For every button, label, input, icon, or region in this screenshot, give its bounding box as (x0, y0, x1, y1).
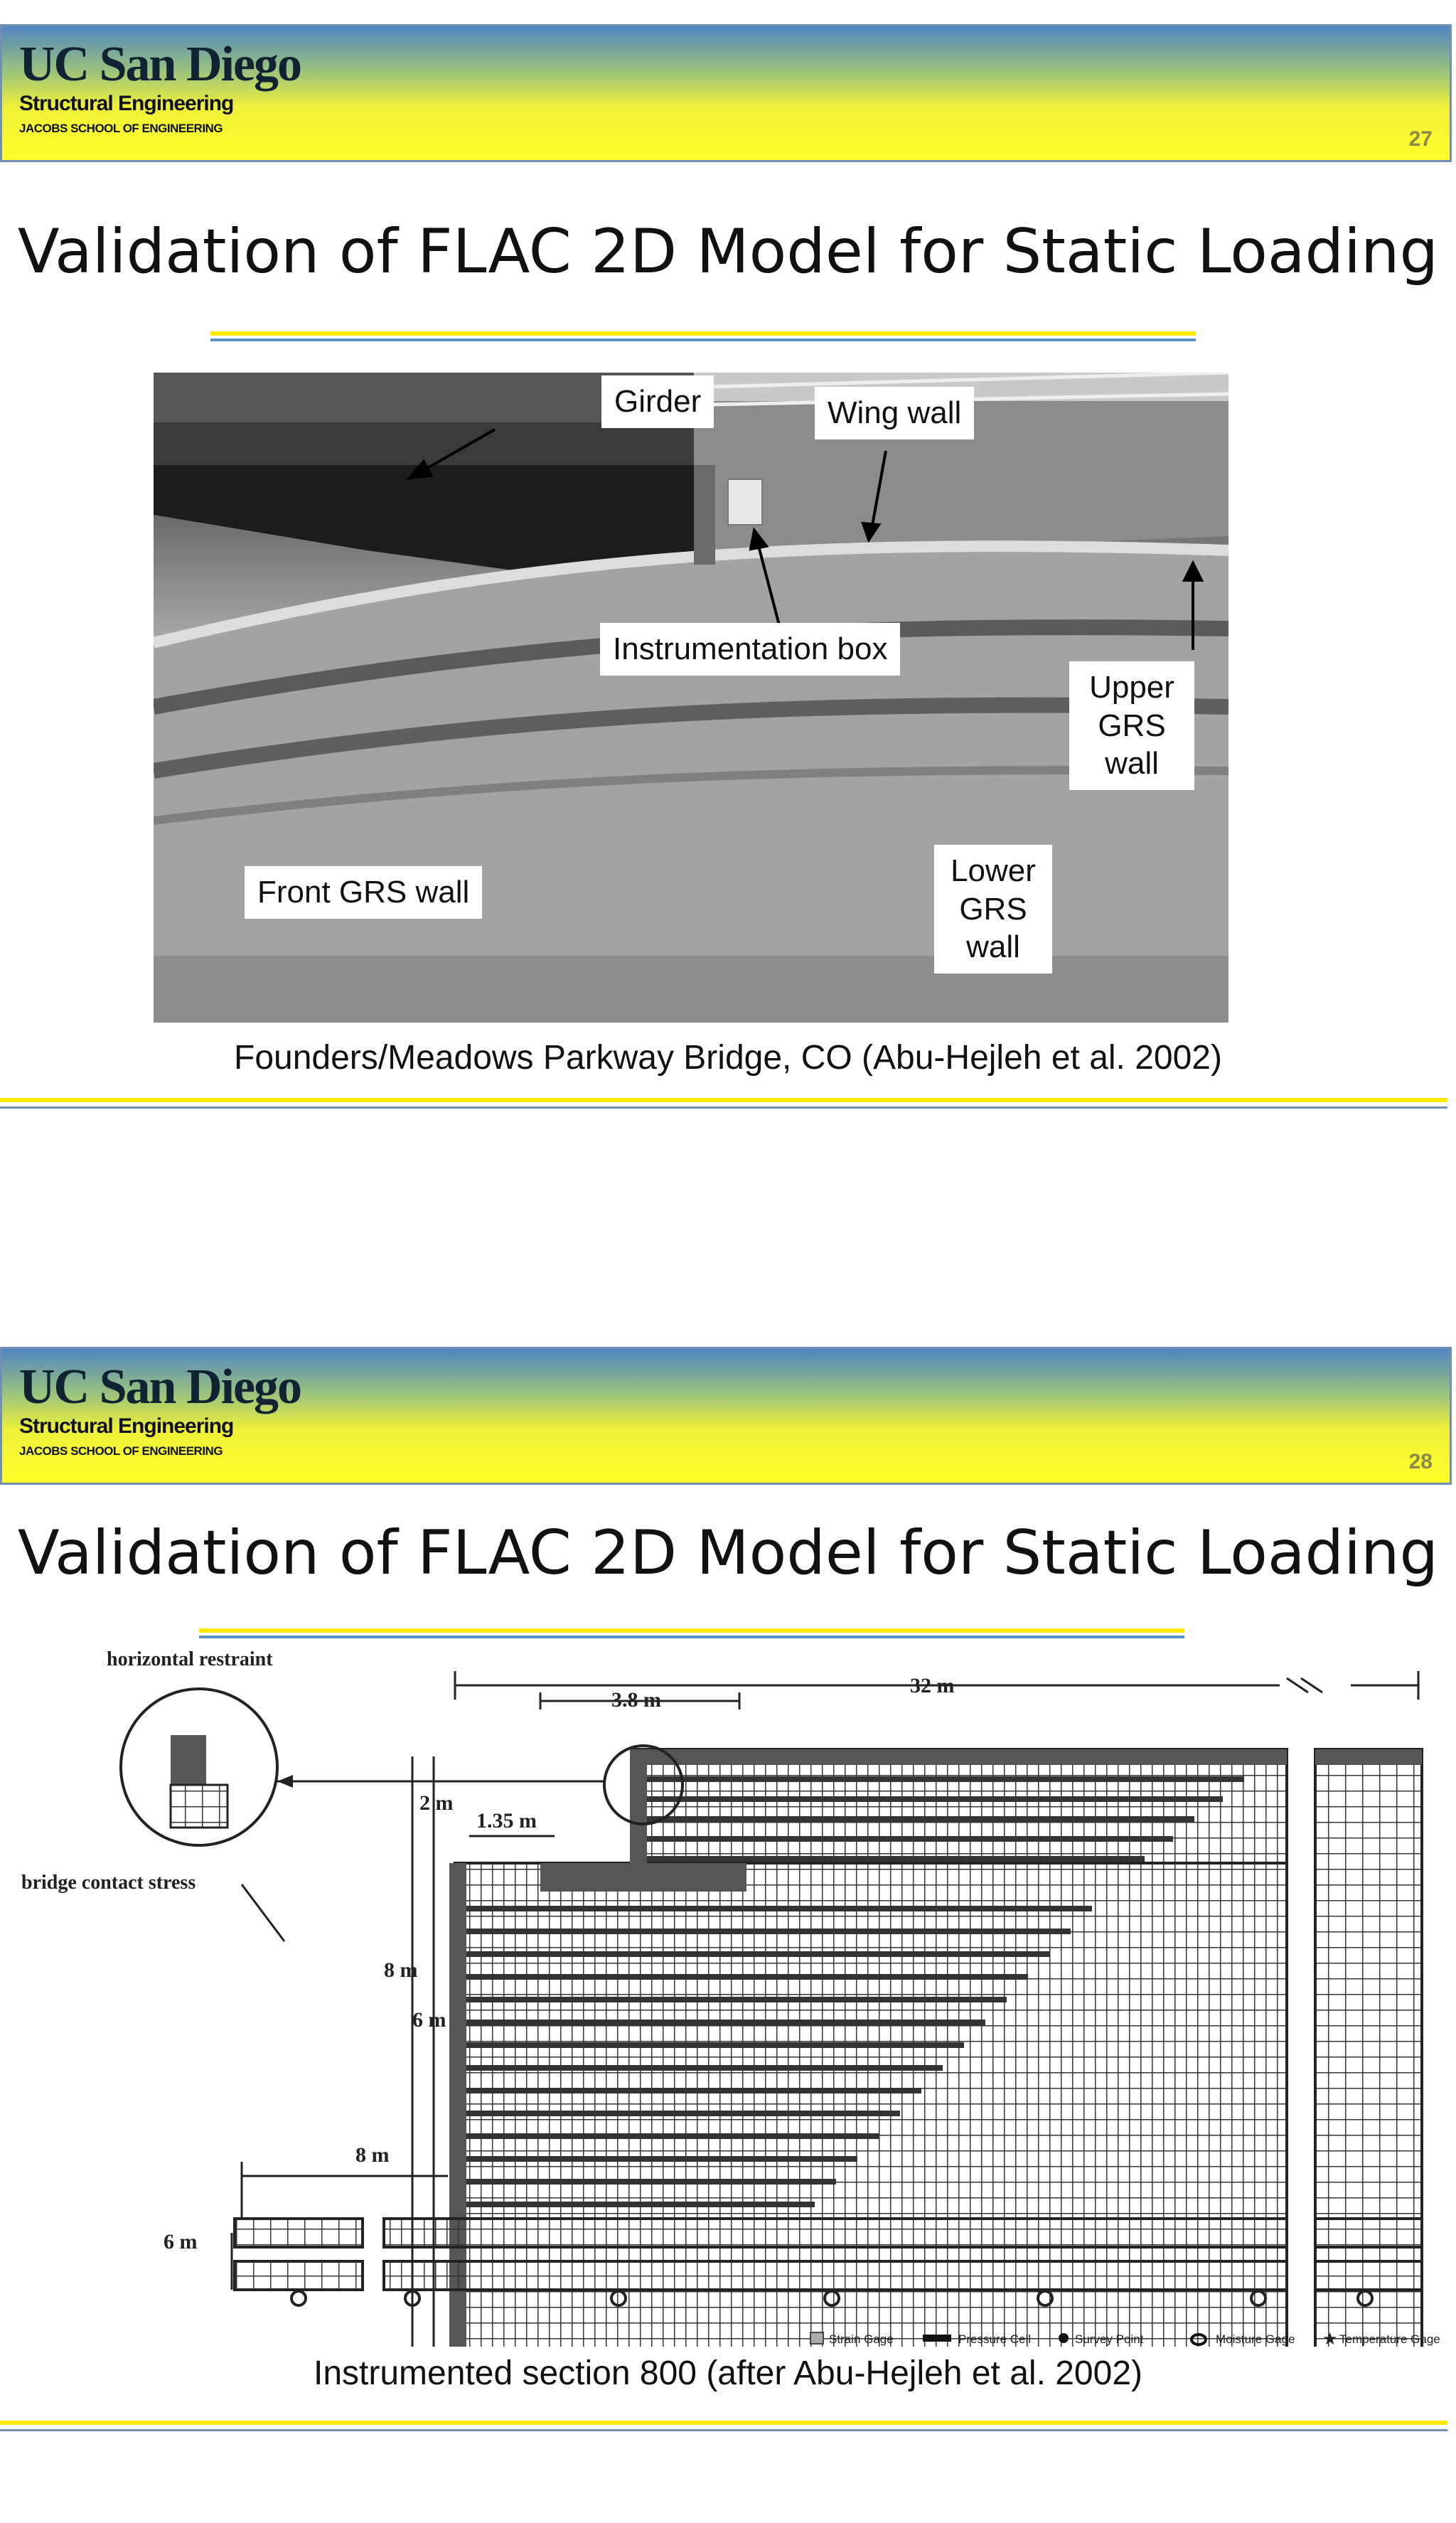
title-underline-blue (210, 338, 1196, 341)
slide-header (0, 24, 1452, 162)
slide-title: Validation of FLAC 2D Model for Static Loading (17, 1517, 1439, 1589)
title-underline-yellow (210, 331, 1196, 336)
ucsd-logo: UC San Diego (19, 1360, 301, 1414)
dim-6m-vertical: 6 m (412, 2008, 446, 2032)
title-underline-blue (199, 1636, 1184, 1638)
dim-2m: 2 m (419, 1791, 454, 1815)
school-name: JACOBS SCHOOL OF ENGINEERING (19, 122, 223, 135)
label-lower-grs-wall: Lower GRS wall (934, 845, 1052, 974)
slide-header (0, 1347, 1452, 1485)
label-upper-grs-wall: Upper GRS wall (1069, 661, 1194, 790)
dim-1-35m: 1.35 m (476, 1809, 537, 1833)
legend-pressure-cell: Pressure Cell (958, 2332, 1032, 2346)
dim-3-8m: 3.8 m (611, 1688, 661, 1712)
label-horizontal-restraint: horizontal restraint (107, 1650, 273, 1670)
page-number: 27 (1408, 127, 1433, 151)
footer-rule-yellow (0, 1098, 1447, 1102)
flac-mesh-diagram (14, 1650, 1443, 2347)
label-front-grs-wall: Front GRS wall (245, 866, 482, 919)
dim-6m-foundation: 6 m (164, 2230, 198, 2253)
label-girder: Girder (601, 375, 714, 428)
caption-slide-27: Founders/Meadows Parkway Bridge, CO (Abu-Hejleh et al. 2002) (234, 1039, 1222, 1077)
legend-moisture-gage: Moisture Gage (1216, 2332, 1295, 2346)
slide-title: Validation of FLAC 2D Model for Static Loading (17, 216, 1439, 287)
department-name: Structural Engineering (19, 92, 234, 115)
legend-survey-point: Survey Point (1075, 2332, 1144, 2346)
caption-slide-28: Instrumented section 800 (after Abu-Hejleh et al. 2002) (313, 2354, 1142, 2392)
legend-temperature-gage-icon: ★ (1322, 2330, 1338, 2347)
label-instrumentation-box: Instrumentation box (600, 623, 900, 676)
ucsd-logo: UC San Diego (19, 37, 301, 92)
footer-rule-yellow (0, 2421, 1447, 2425)
dim-8m-horizontal: 8 m (355, 2143, 390, 2167)
dim-32m: 32 m (910, 1674, 955, 1697)
legend-strain-gage: Strain Gage (829, 2332, 894, 2346)
dim-8m-vertical: 8 m (384, 1958, 418, 1982)
legend-temperature-gage: Temperature Gage (1339, 2332, 1440, 2346)
bridge-photo (154, 373, 1228, 1023)
school-name: JACOBS SCHOOL OF ENGINEERING (19, 1444, 223, 1458)
page-number: 28 (1408, 1450, 1433, 1473)
legend-strain-gage-icon (810, 2332, 823, 2344)
mesh-drawing (14, 1650, 1443, 2347)
legend-pressure-cell-icon (923, 2335, 951, 2342)
label-wing-wall: Wing wall (815, 387, 974, 439)
footer-rule-blue (0, 2429, 1447, 2431)
bridge-photo-drawing (154, 373, 1228, 1023)
footer-rule-blue (0, 1106, 1447, 1109)
legend-survey-point-icon (1059, 2333, 1069, 2343)
label-bridge-contact-stress: bridge contact stress (21, 1872, 196, 1894)
department-name: Structural Engineering (19, 1414, 234, 1438)
title-underline-yellow (199, 1628, 1184, 1633)
